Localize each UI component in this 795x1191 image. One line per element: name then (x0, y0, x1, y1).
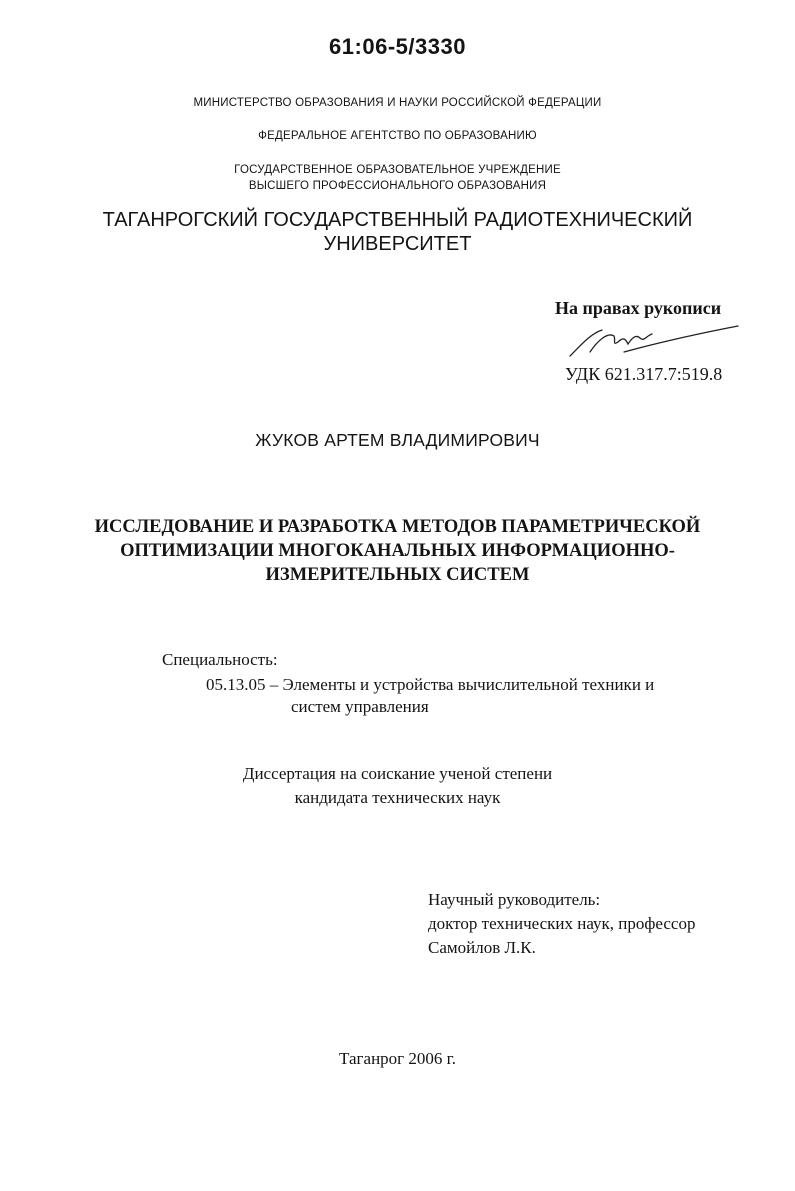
ministry-heading: МИНИСТЕРСТВО ОБРАЗОВАНИЯ И НАУКИ РОССИЙСКОЙ ФЕДЕРАЦИИ (193, 97, 602, 109)
signature-icon (566, 322, 741, 362)
degree-statement (0, 762, 795, 810)
specialty-description (206, 674, 654, 718)
supervisor-line: Самойлов Л.К. (428, 938, 536, 957)
institution-line: ВЫСШЕГО ПРОФЕССИОНАЛЬНОГО ОБРАЗОВАНИЯ (248, 180, 547, 192)
university-name (0, 208, 795, 256)
supervisor-line: доктор технических наук, профессор (428, 914, 696, 933)
specialty-line: 05.13.05 – Элементы и устройства вычислительной техники и (206, 675, 655, 694)
degree-line: кандидата технических наук (294, 788, 501, 807)
archive-code: 61:06-5/3330 (329, 34, 466, 59)
title-line: ИЗМЕРИТЕЛЬНЫХ СИСТЕМ (265, 565, 530, 585)
supervisor-line: Научный руководитель: (428, 890, 601, 909)
title-line: ОПТИМИЗАЦИИ МНОГОКАНАЛЬНЫХ ИНФОРМАЦИОННО- (120, 541, 675, 561)
dissertation-title (0, 515, 795, 587)
manuscript-rights: На правах рукописи (555, 298, 722, 318)
author-name: ЖУКОВ АРТЕМ ВЛАДИМИРОВИЧ (255, 430, 540, 450)
university-line: ТАГАНРОГСКИЙ ГОСУДАРСТВЕННЫЙ РАДИОТЕХНИЧЕСКИЙ (102, 209, 693, 231)
institution-line: ГОСУДАРСТВЕННОЕ ОБРАЗОВАТЕЛЬНОЕ УЧРЕЖДЕНИЕ (234, 164, 561, 176)
university-line: УНИВЕРСИТЕТ (323, 233, 472, 255)
udk-code: УДК 621.317.7:519.8 (565, 364, 723, 384)
institution-heading (0, 162, 795, 194)
degree-line: Диссертация на соискание ученой степени (242, 764, 553, 783)
supervisor-block (428, 888, 695, 960)
title-line: ИССЛЕДОВАНИЕ И РАЗРАБОТКА МЕТОДОВ ПАРАМЕТРИЧЕСКОЙ (94, 517, 701, 537)
specialty-label: Специальность: (162, 650, 278, 669)
agency-heading: ФЕДЕРАЛЬНОЕ АГЕНТСТВО ПО ОБРАЗОВАНИЮ (258, 130, 537, 142)
specialty-line: систем управления (291, 697, 429, 716)
city-year: Таганрог 2006 г. (339, 1049, 456, 1068)
